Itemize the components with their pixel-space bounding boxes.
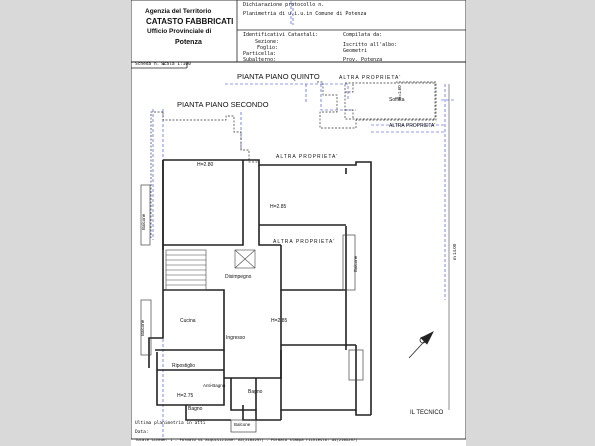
balcony-label-4: Balcone [234, 422, 251, 427]
room-entrance: Ingresso [226, 335, 246, 341]
protocol-declaration: Dichiarazione protocollo n. [243, 2, 325, 8]
balcony-label-3: Balcone [140, 319, 145, 336]
cadastral-sheet: Foglio: [257, 45, 279, 51]
other-property-label-2: ALTRA PROPRIETA' [389, 123, 436, 129]
balcony-label-2: Balcone [353, 255, 358, 272]
compiled-by-province: Prov. Potenza [343, 57, 383, 63]
cadastral-parcel: Particella: [243, 51, 277, 57]
cadastral-ids-title: Identificativi Catastali: [243, 32, 319, 38]
cadastral-plan-sheet [131, 0, 466, 446]
room-bathroom-2: Bagno [188, 406, 203, 412]
sheet-number: Scheda n. 1 [135, 62, 165, 67]
scale-label: Scala 1:100 [161, 62, 191, 67]
plan-subject: Planimetria di u.i.u.in Comune di Potenza [243, 11, 367, 17]
other-property-label-1: ALTRA PROPRIETA' [339, 75, 402, 81]
second-floor-title: PIANTA PIANO SECONDO [177, 100, 269, 109]
date-label: Data: [135, 430, 149, 435]
cadastral-subunit: Subalterno: [243, 57, 277, 63]
room-ante-bathroom: Anti-Bagno [203, 383, 226, 388]
north-arrow-icon [409, 332, 433, 358]
attic-height: H=1.60 [397, 85, 402, 100]
room-height-d: H=2.75 [177, 393, 194, 399]
other-property-label-4: ALTRA PROPRIETA' [273, 239, 336, 245]
technician-label: IL TECNICO [410, 410, 444, 416]
room-height-b: H=2.85 [270, 204, 287, 210]
room-kitchen: Cucina [180, 318, 196, 324]
fifth-floor-title: PIANTA PIANO QUINTO [237, 72, 320, 81]
room-bathroom-1: Bagno [248, 389, 263, 395]
attic-label: Soffitta [389, 97, 405, 103]
compiled-by-profession: Geometri [343, 48, 368, 54]
dimension-label: m 14.00 [452, 243, 457, 260]
cadastral-section: Sezione: [255, 39, 280, 45]
office-name: CATASTO FABBRICATI [146, 17, 234, 26]
room-height-c: H=2.85 [271, 318, 288, 324]
total-sheets-note: Totale schede: 1 - Formato di acquisizione: A4(210x297) - Formato stampa richiesto: A4(210x297) [135, 437, 358, 442]
room-height-a: H=2.80 [197, 162, 214, 168]
compiled-by-title: Compilata da: [343, 32, 383, 38]
city-name: Potenza [175, 39, 202, 46]
room-storage: Ripostiglio [172, 363, 196, 369]
agency-name: Agenzia del Territorio [145, 8, 212, 15]
provincial-office: Ufficio Provinciale di [147, 28, 212, 35]
balcony-label-1: Balcone [141, 213, 146, 230]
other-property-label-3: ALTRA PROPRIETA' [276, 154, 339, 160]
compiled-by-register: Iscritto all'albo: [343, 42, 398, 48]
room-landing: Disimpegno [225, 274, 252, 280]
last-plan-note: Ultima planimetria in atti [135, 421, 206, 426]
